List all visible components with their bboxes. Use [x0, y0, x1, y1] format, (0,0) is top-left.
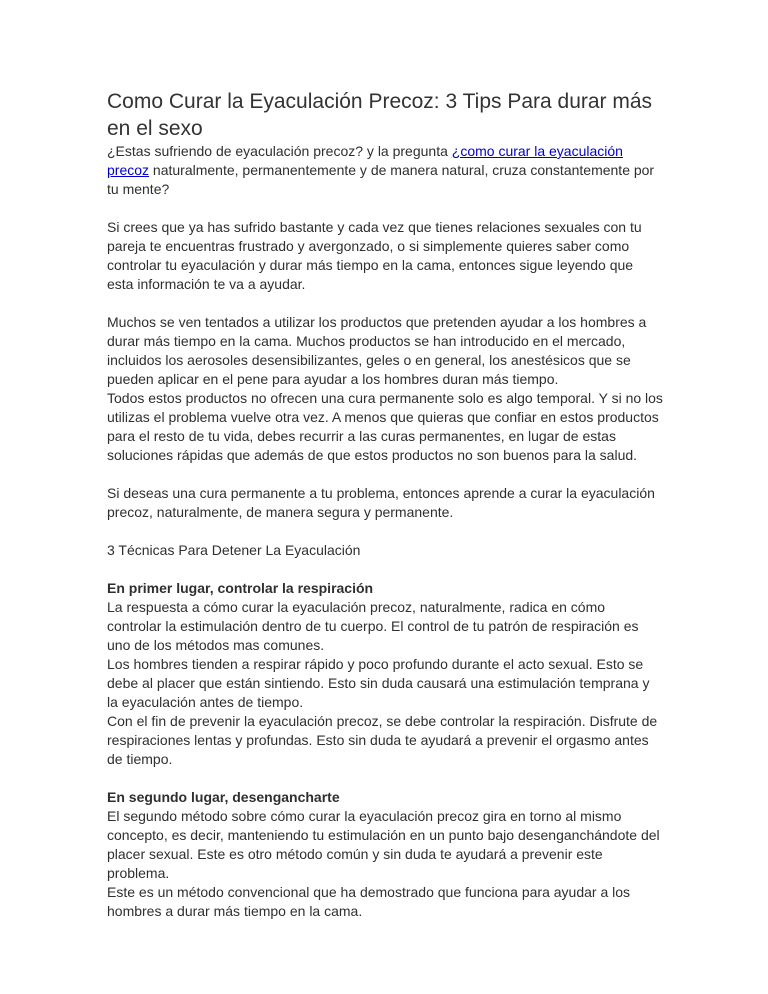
paragraph-temporary-cure: Todos estos productos no ofrecen una cura permanente solo es algo temporal. Y si no los utilizas el problema vuelve otra vez. A menos que quieras que confiar en estos productos para el resto de tu vida, debes recurrir a las curas permanentes, en lugar de estas soluciones rápidas que además de que estos productos no son buenos para la salud.	[107, 390, 663, 463]
spacer	[107, 560, 663, 579]
section-title: 3 Técnicas Para Detener La Eyaculación	[107, 542, 361, 558]
spacer	[107, 465, 663, 484]
document-page	[107, 88, 663, 921]
tip1-paragraph-1: La respuesta a cómo curar la eyaculación precoz, naturalmente, radica en cómo controlar la estimulación dentro de tu cuerpo. El control de tu patrón de respiración es uno de los métodos mas comunes.	[107, 599, 639, 653]
paragraph-frustration: Si crees que ya has sufrido bastante y cada vez que tienes relaciones sexuales con tu pareja te encuentras frustrado y avergonzado, o si simplemente quieres saber como controlar tu eyaculación y durar más tiempo en la cama, entonces sigue leyendo que esta información te va a ayudar.	[107, 219, 642, 292]
intro-paragraph	[107, 142, 663, 199]
tip2-paragraph-2: Este es un método convencional que ha demostrado que funciona para ayudar a los hombres a durar más tiempo en la cama.	[107, 884, 631, 919]
spacer	[107, 522, 663, 541]
tip1-paragraph-3: Con el fin de prevenir la eyaculación precoz, se debe controlar la respiración. Disfrute de respiraciones lentas y profundas. Esto sin duda te ayudará a prevenir el orgasmo antes de tiempo.	[107, 713, 658, 767]
spacer	[107, 294, 663, 313]
cure-link[interactable]: ¿como curar la eyaculación precoz	[107, 143, 623, 178]
paragraph-permanent-cure: Si deseas una cura permanente a tu problema, entonces aprende a curar la eyaculación precoz, naturalmente, de manera segura y permanente.	[107, 485, 655, 520]
intro-text-after-link: naturalmente, permanentemente y de manera natural, cruza constantemente por tu mente?	[107, 162, 655, 197]
document-title: Como Curar la Eyaculación Precoz: 3 Tips Para durar más en el sexo	[107, 90, 653, 140]
tip1-heading: En primer lugar, controlar la respiración	[107, 580, 374, 596]
spacer	[107, 769, 663, 788]
intro-text-before-link: ¿Estas sufriendo de eyaculación precoz? y la pregunta	[107, 143, 452, 159]
spacer	[107, 199, 663, 218]
tip2-paragraph-1: El segundo método sobre cómo curar la eyaculación precoz gira en torno al mismo concepto, es decir, manteniendo tu estimulación en un punto bajo desenganchándote del placer sexual. Este es otro método común y sin duda te ayudará a prevenir este problema.	[107, 808, 660, 881]
tip1-paragraph-2: Los hombres tienden a respirar rápido y poco profundo durante el acto sexual. Esto se debe al placer que están sintiendo. Esto sin duda causará una estimulación temprana y la eyaculación antes de tiempo.	[107, 656, 650, 710]
paragraph-products: Muchos se ven tentados a utilizar los productos que pretenden ayudar a los hombres a durar más tiempo en la cama. Muchos productos se han introducido en el mercado, incluidos los aerosoles desensibilizantes, geles o en general, los anestésicos que se pueden aplicar en el pene para ayudar a los hombres duran más tiempo.	[107, 314, 647, 387]
tip2-heading: En segundo lugar, desengancharte	[107, 789, 340, 805]
